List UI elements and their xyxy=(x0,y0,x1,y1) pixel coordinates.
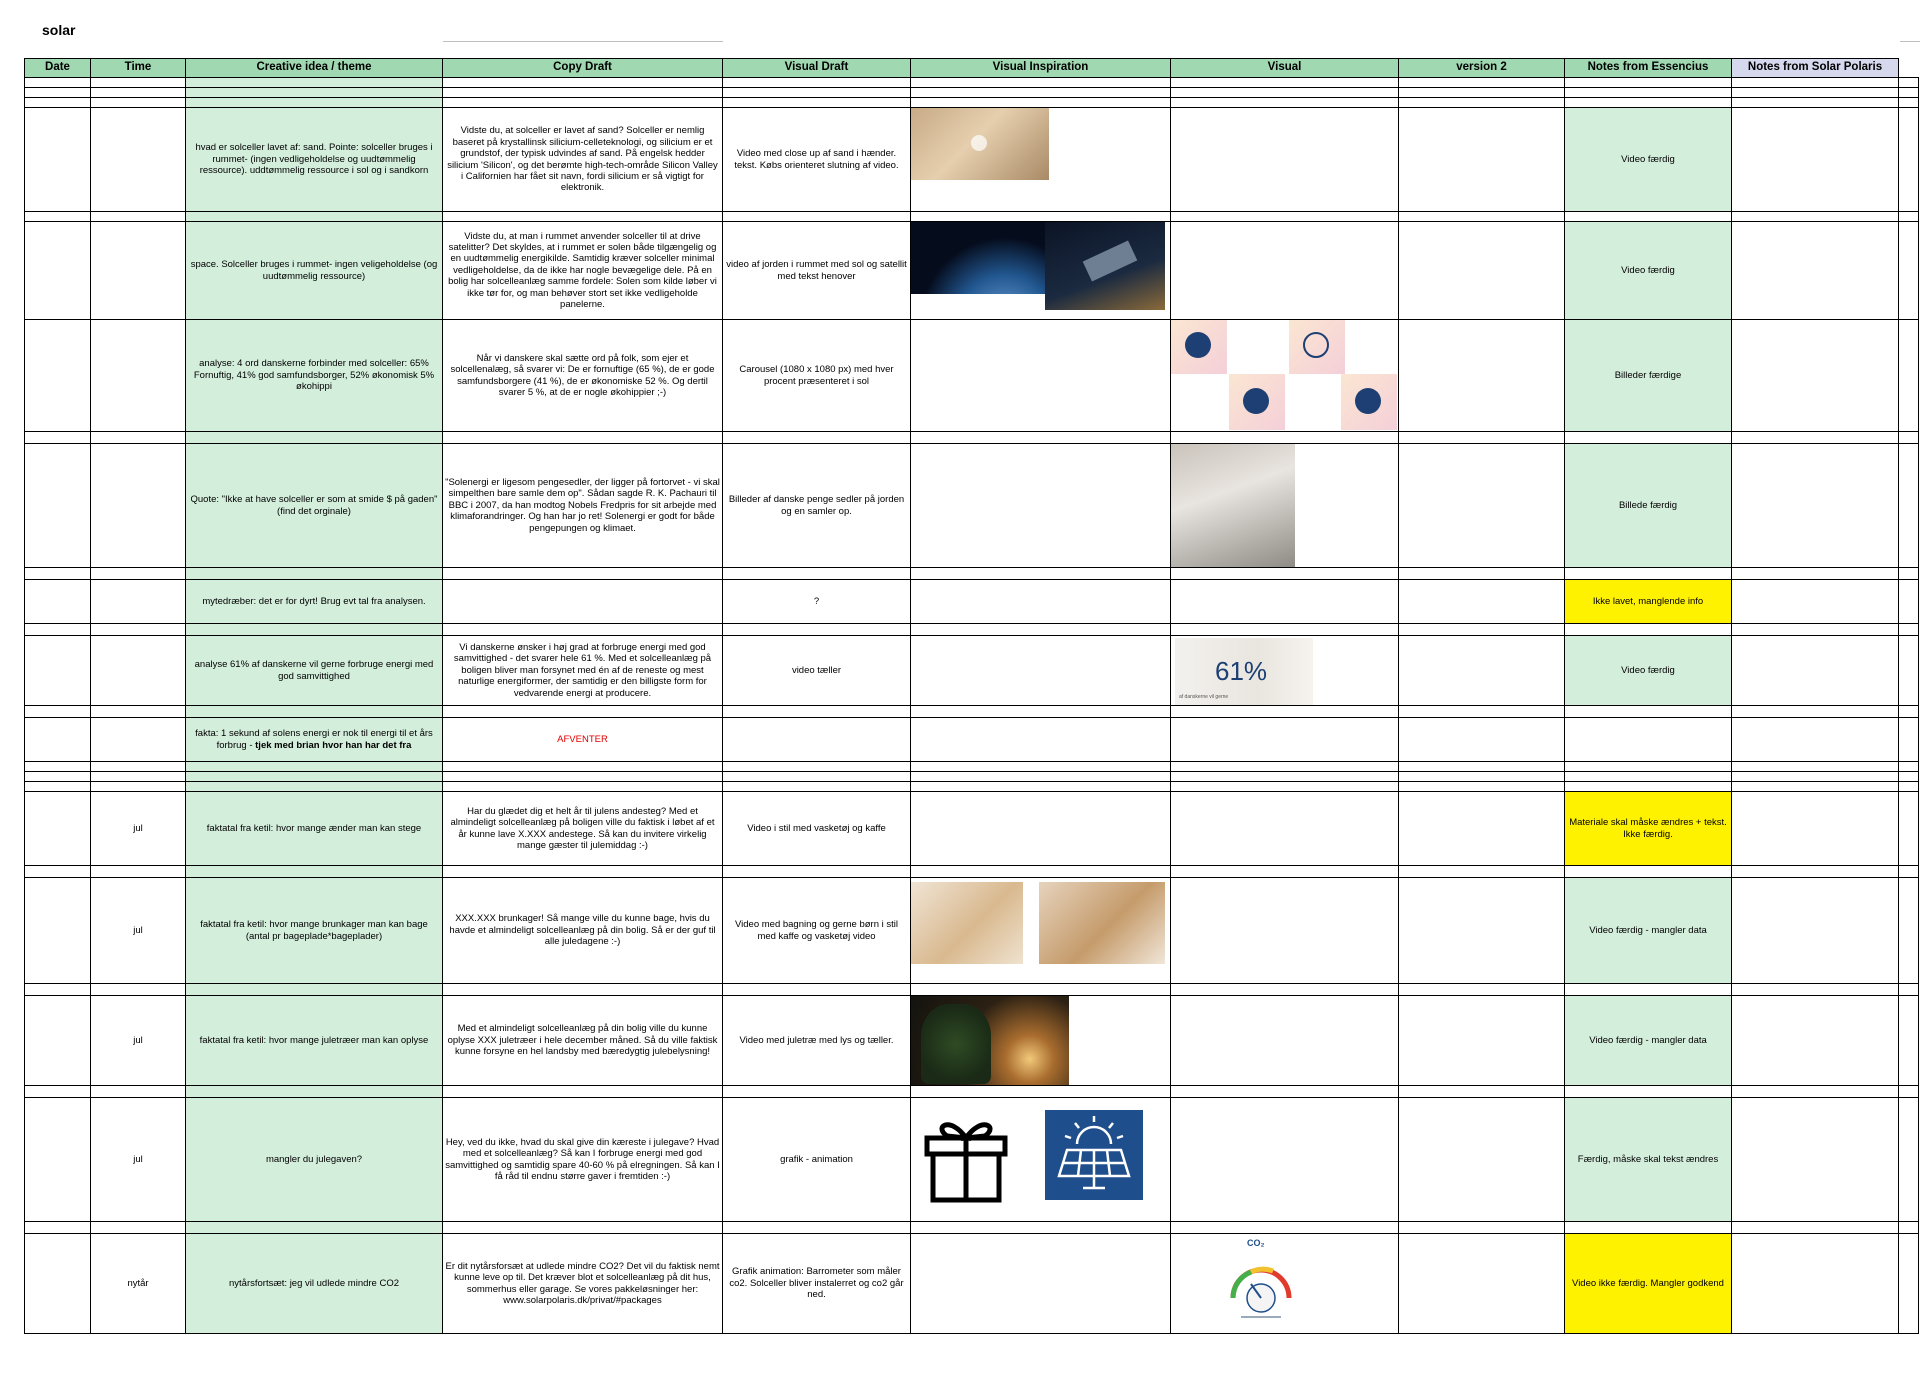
visual-draft-cell[interactable]: Video i stil med vasketøj og kaffe xyxy=(723,792,911,866)
visual-cell[interactable] xyxy=(1171,792,1399,866)
notes-essencius-cell[interactable]: Video færdig xyxy=(1565,222,1732,320)
extra-cell xyxy=(1899,792,1919,866)
visual-draft-cell[interactable]: Video med juletræ med lys og tæller. xyxy=(723,996,911,1086)
visual-draft-cell[interactable]: Billeder af danske penge sedler på jorden og en samler op. xyxy=(723,444,911,568)
date-cell[interactable] xyxy=(25,636,91,706)
money-notes-image xyxy=(1171,444,1295,568)
visual-inspiration-cell[interactable] xyxy=(911,792,1171,866)
date-cell[interactable] xyxy=(25,222,91,320)
table-row xyxy=(25,580,1919,624)
visual-cell[interactable] xyxy=(1171,444,1399,568)
sun-icon xyxy=(1185,332,1211,358)
table-row xyxy=(25,718,1919,762)
visual-cell[interactable] xyxy=(1171,320,1399,432)
visual-draft-cell[interactable]: Video med bagning og gerne børn i stil med kaffe og vasketøj video xyxy=(723,878,911,984)
extra-cell xyxy=(1899,878,1919,984)
copy-cell[interactable]: Har du glædet dig et helt år til julens andesteg? Med et almindeligt solcelleanlæg på boligen ville du faktisk i løbet af et år kunne lave X.XXX andestege. Så kan du invitere virkelig mange gæster til julemiddag :-) xyxy=(443,792,723,866)
copy-cell[interactable]: "Solenergi er ligesom pengesedler, der ligger på fortorvet - vi skal simpelthen bare samle dem op". Sådan sagde R. K. Pachauri til BBC i 2007, da han modtog Nobels Fredpris for sit arbejde med klimaforandringer. Og han har jo ret! Solenergi er godt for både pengepungen og klimaet. xyxy=(443,444,723,568)
notes-essencius-cell[interactable]: Billede færdig xyxy=(1565,444,1732,568)
sun-icon xyxy=(1243,388,1269,414)
christmas-tree-image xyxy=(911,996,1069,1086)
visual-draft-cell[interactable]: video af jorden i rummet med sol og satellit med tekst henover xyxy=(723,222,911,320)
extra-cell xyxy=(1899,718,1919,762)
header-date[interactable]: Date xyxy=(25,59,91,78)
version2-cell[interactable] xyxy=(1399,878,1565,984)
spacer-row xyxy=(25,762,1919,772)
visual-draft-cell[interactable]: grafik - animation xyxy=(723,1098,911,1222)
co2-label: CO₂ xyxy=(1247,1238,1265,1248)
earth-image xyxy=(911,222,1045,294)
extra-cell xyxy=(1899,320,1919,432)
extra-cell xyxy=(1899,996,1919,1086)
visual-inspiration-cell[interactable] xyxy=(911,1098,1171,1222)
table-row xyxy=(25,222,1919,320)
spacer-row xyxy=(25,706,1919,718)
visual-cell[interactable] xyxy=(1171,1098,1399,1222)
version2-cell[interactable] xyxy=(1399,636,1565,706)
extra-cell xyxy=(1899,636,1919,706)
table-row xyxy=(25,636,1919,706)
idea-cell[interactable]: analyse: 4 ord danskerne forbinder med solceller: 65% Fornuftig, 41% god samfundsborger, 52% økonomisk 5% økohippi xyxy=(186,320,443,432)
visual-cell[interactable] xyxy=(1171,996,1399,1086)
visual-draft-cell[interactable] xyxy=(723,718,911,762)
sand-hands-image xyxy=(911,108,1049,180)
time-cell[interactable] xyxy=(91,444,186,568)
idea-cell[interactable]: hvad er solceller lavet af: sand. Pointe: solceller bruges i rummet- (ingen vedligeholdelse og uudtømmelig ressource). uddtømmelig ressource i sol og i sandkorn xyxy=(186,108,443,212)
header-version-2[interactable]: version 2 xyxy=(1399,59,1565,78)
spacer-row xyxy=(25,568,1919,580)
visual-draft-cell[interactable]: ? xyxy=(723,580,911,624)
version2-cell[interactable] xyxy=(1399,718,1565,762)
table-row xyxy=(25,1234,1919,1334)
spacer-row xyxy=(25,98,1919,108)
visual-cell[interactable] xyxy=(1171,108,1399,212)
sheet-title: solar xyxy=(42,22,76,38)
time-cell[interactable]: jul xyxy=(91,1098,186,1222)
cookies-image xyxy=(1039,882,1165,964)
percent-caption: af danskerne vil gerne xyxy=(1179,694,1229,700)
extra-cell xyxy=(1899,108,1919,212)
notes-essencius-cell[interactable] xyxy=(1565,718,1732,762)
visual-cell[interactable] xyxy=(1171,636,1399,706)
tree-shape xyxy=(921,1004,991,1084)
notes-solar-cell[interactable] xyxy=(1732,636,1899,706)
visual-draft-cell[interactable]: Video med close up af sand i hænder. tekst. Købs orienteret slutning af video. xyxy=(723,108,911,212)
idea-text: fakta: 1 sekund af solens energi er nok til energi til et års forbrug - xyxy=(195,728,433,751)
date-cell[interactable] xyxy=(25,320,91,432)
baking-hands-image xyxy=(911,882,1023,964)
idea-cell[interactable]: nytårsfortsæt: jeg vil udlede mindre CO2 xyxy=(186,1234,443,1334)
notes-solar-cell[interactable] xyxy=(1732,792,1899,866)
notes-solar-cell[interactable] xyxy=(1732,996,1899,1086)
date-cell[interactable] xyxy=(25,792,91,866)
spacer-row xyxy=(25,772,1919,782)
header-extra xyxy=(1899,59,1919,78)
time-cell[interactable]: jul xyxy=(91,878,186,984)
date-cell[interactable] xyxy=(25,718,91,762)
visual-cell[interactable] xyxy=(1171,878,1399,984)
copy-cell[interactable] xyxy=(443,580,723,624)
divider-line xyxy=(1900,41,1920,42)
header-time[interactable]: Time xyxy=(91,59,186,78)
percent-61-image xyxy=(1175,638,1313,706)
notes-essencius-cell[interactable]: Video færdig - mangler data xyxy=(1565,878,1732,984)
idea-cell[interactable]: analyse 61% af danskerne vil gerne forbruge energi med god samvittighed xyxy=(186,636,443,706)
content-plan-table xyxy=(24,58,1919,1334)
copy-cell[interactable]: Vi danskerne ønsker i høj grad at forbruge energi med god samvittighed - det svarer hele 61 %. Med et solcelleanlæg på boligen bliver man forsynet med én af de reneste og mest naturlige energiformer, der samtidig er den billigste form for vedvarende energi at producere. xyxy=(443,636,723,706)
copy-cell[interactable]: Hey, ved du ikke, hvad du skal give din kæreste i julegave? Hvad med et solcelleanlæg? Så kan I forbruge energi med god samvittighed og samtidig spare 40-60 % på elregningen. Så kan I få råd til endnu større gaver i fremtiden :-) xyxy=(443,1098,723,1222)
divider-line xyxy=(443,41,723,42)
visual-inspiration-cell[interactable] xyxy=(911,718,1171,762)
table-row xyxy=(25,444,1919,568)
idea-cell[interactable] xyxy=(186,718,443,762)
visual-cell[interactable] xyxy=(1171,580,1399,624)
time-cell[interactable]: jul xyxy=(91,996,186,1086)
table-row xyxy=(25,878,1919,984)
visual-cell[interactable] xyxy=(1171,222,1399,320)
time-cell[interactable] xyxy=(91,320,186,432)
visual-inspiration-cell[interactable] xyxy=(911,996,1171,1086)
idea-cell[interactable]: faktatal fra ketil: hvor mange brunkager man kan bage (antal pr bageplade*bageplader) xyxy=(186,878,443,984)
spacer-row xyxy=(25,1222,1919,1234)
version2-cell[interactable] xyxy=(1399,1234,1565,1334)
time-cell[interactable] xyxy=(91,108,186,212)
date-cell[interactable] xyxy=(25,996,91,1086)
sun-percent-image xyxy=(1289,320,1345,374)
header-creative-idea[interactable]: Creative idea / theme xyxy=(186,59,443,78)
header-notes-solar-polaris[interactable]: Notes from Solar Polaris xyxy=(1732,59,1899,78)
version2-cell[interactable] xyxy=(1399,580,1565,624)
notes-essencius-cell[interactable]: Video ikke færdig. Mangler godkend xyxy=(1565,1234,1732,1334)
visual-cell[interactable] xyxy=(1171,718,1399,762)
version2-cell[interactable] xyxy=(1399,222,1565,320)
table-row xyxy=(25,320,1919,432)
spacer-row xyxy=(25,78,1919,88)
satellite-image xyxy=(1045,222,1165,310)
extra-cell xyxy=(1899,1234,1919,1334)
idea-bold-text: tjek med brian hvor han har det fra xyxy=(255,739,412,751)
notes-solar-cell[interactable] xyxy=(1732,222,1899,320)
header-notes-essencius[interactable]: Notes from Essencius xyxy=(1565,59,1732,78)
notes-solar-cell[interactable] xyxy=(1732,320,1899,432)
sun-icon xyxy=(1303,332,1329,358)
play-icon xyxy=(971,135,987,151)
header-visual[interactable]: Visual xyxy=(1171,59,1399,78)
visual-inspiration-cell[interactable] xyxy=(911,878,1171,984)
notes-solar-cell[interactable] xyxy=(1732,718,1899,762)
header-row xyxy=(25,59,1919,78)
visual-inspiration-cell[interactable] xyxy=(911,108,1171,212)
notes-solar-cell[interactable] xyxy=(1732,878,1899,984)
notes-solar-cell[interactable] xyxy=(1732,1098,1899,1222)
spacer-row xyxy=(25,432,1919,444)
version2-cell[interactable] xyxy=(1399,1098,1565,1222)
idea-cell[interactable]: space. Solceller bruges i rummet- ingen veligeholdelse (og uudtømmelig ressource) xyxy=(186,222,443,320)
visual-inspiration-cell[interactable] xyxy=(911,636,1171,706)
version2-cell[interactable] xyxy=(1399,320,1565,432)
time-cell[interactable] xyxy=(91,636,186,706)
time-cell[interactable]: jul xyxy=(91,792,186,866)
spacer-row xyxy=(25,212,1919,222)
time-cell[interactable] xyxy=(91,718,186,762)
satellite-panel xyxy=(1083,240,1138,281)
version2-cell[interactable] xyxy=(1399,108,1565,212)
notes-solar-cell[interactable] xyxy=(1732,580,1899,624)
sun-percent-image xyxy=(1341,374,1397,430)
visual-draft-cell[interactable]: Carousel (1080 x 1080 px) med hver procent præsenteret i sol xyxy=(723,320,911,432)
date-cell[interactable] xyxy=(25,444,91,568)
solar-panel-icon xyxy=(1045,1110,1143,1200)
spacer-row xyxy=(25,88,1919,98)
visual-cell[interactable] xyxy=(1171,1234,1399,1334)
header-visual-inspiration[interactable]: Visual Inspiration xyxy=(911,59,1171,78)
time-cell[interactable]: nytår xyxy=(91,1234,186,1334)
table-row xyxy=(25,996,1919,1086)
version2-cell[interactable] xyxy=(1399,996,1565,1086)
copy-cell[interactable]: XXX.XXX brunkager! Så mange ville du kunne bage, hvis du havde et almindeligt solcelleanlæg på din bolig. Så er der guf til alle juledagene :-) xyxy=(443,878,723,984)
table-row xyxy=(25,792,1919,866)
version2-cell[interactable] xyxy=(1399,444,1565,568)
copy-cell[interactable]: AFVENTER xyxy=(443,718,723,762)
notes-essencius-cell[interactable]: Færdig, måske skal tekst ændres xyxy=(1565,1098,1732,1222)
spacer-row xyxy=(25,624,1919,636)
date-cell[interactable] xyxy=(25,580,91,624)
spacer-row xyxy=(25,866,1919,878)
visual-inspiration-cell[interactable] xyxy=(911,320,1171,432)
notes-essencius-cell[interactable]: Video færdig xyxy=(1565,108,1732,212)
date-cell[interactable] xyxy=(25,108,91,212)
notes-solar-cell[interactable] xyxy=(1732,444,1899,568)
idea-cell[interactable]: mangler du julegaven? xyxy=(186,1098,443,1222)
header-visual-draft[interactable]: Visual Draft xyxy=(723,59,911,78)
visual-inspiration-cell[interactable] xyxy=(911,580,1171,624)
idea-cell[interactable]: faktatal fra ketil: hvor mange juletræer man kan oplyse xyxy=(186,996,443,1086)
idea-cell[interactable]: mytedræber: det er for dyrt! Brug evt tal fra analysen. xyxy=(186,580,443,624)
table-row xyxy=(25,1098,1919,1222)
notes-solar-cell[interactable] xyxy=(1732,1234,1899,1334)
notes-essencius-cell[interactable]: Billeder færdige xyxy=(1565,320,1732,432)
visual-draft-cell[interactable]: Grafik animation: Barrometer som måler co2. Solceller bliver instalerret og co2 går ned. xyxy=(723,1234,911,1334)
notes-essencius-cell[interactable]: Video færdig xyxy=(1565,636,1732,706)
copy-cell[interactable]: Med et almindeligt solcelleanlæg på din bolig ville du kunne oplyse XXX juletræer i hele december måned. Så du ville faktisk kunne forsyne en hel landsby med bæredygtig julebelysning! xyxy=(443,996,723,1086)
percent-text: 61% xyxy=(1215,656,1268,686)
extra-cell xyxy=(1899,444,1919,568)
visual-draft-cell[interactable]: video tæller xyxy=(723,636,911,706)
gift-icon xyxy=(921,1112,1011,1204)
copy-cell[interactable]: Vidste du, at solceller er lavet af sand? Solceller er nemlig baseret på krystallinsk silicium-celleteknologi, og silicium er et grundstof, der typisk udvindes af sand. På engelsk hedder silicium 'Silicon', og det berømte high-tech-område Silicon Valley i Californien har fået sit navn, fordi silicium er så vigtigt for elektronik. xyxy=(443,108,723,212)
spacer-row xyxy=(25,1086,1919,1098)
copy-cell[interactable]: Vidste du, at man i rummet anvender solceller til at drive satelitter? Det skyldes, at i rummet er solen både tilgængelig og en uudtømmelig energikilde. Samtidig kræver solceller minimal vedligeholdelse, da de ikke har nogle bevægelige dele. På en bolig har solcelleanlæg samme fordele: Solen som kilde løber vi ikke tør for, og man behøver stort set ikke vedligeholde panelerne. xyxy=(443,222,723,320)
time-cell[interactable] xyxy=(91,580,186,624)
date-cell[interactable] xyxy=(25,1234,91,1334)
notes-essencius-cell[interactable]: Video færdig - mangler data xyxy=(1565,996,1732,1086)
copy-cell[interactable]: Når vi danskere skal sætte ord på folk, som ejer et solcellenalæg, så svarer vi: De er fornuftige (65 %), de er gode samfundsborgere (41 %), de er økonomiske 52 %. Og dertil svarer 5 %, at de er nogle økohippier ;-) xyxy=(443,320,723,432)
table-row xyxy=(25,108,1919,212)
idea-cell[interactable]: faktatal fra ketil: hvor mange ænder man kan stege xyxy=(186,792,443,866)
notes-essencius-cell[interactable]: Ikke lavet, manglende info xyxy=(1565,580,1732,624)
header-copy-draft[interactable]: Copy Draft xyxy=(443,59,723,78)
visual-inspiration-cell[interactable] xyxy=(911,1234,1171,1334)
spacer-row xyxy=(25,984,1919,996)
notes-essencius-cell[interactable]: Materiale skal måske ændres + tekst. Ikke færdig. xyxy=(1565,792,1732,866)
copy-cell[interactable]: Er dit nytårsforsæt at udlede mindre CO2? Det vil du faktisk nemt kunne leve op til. Det kræver blot et solcelleanlæg på dit hus, sommerhus eller garage. Se vores pakkeløsninger her: www.solarpolaris.dk/privat/#packages xyxy=(443,1234,723,1334)
date-cell[interactable] xyxy=(25,878,91,984)
co2-gauge-icon xyxy=(1221,1240,1301,1328)
visual-inspiration-cell[interactable] xyxy=(911,444,1171,568)
version2-cell[interactable] xyxy=(1399,792,1565,866)
visual-inspiration-cell[interactable] xyxy=(911,222,1171,320)
extra-cell xyxy=(1899,580,1919,624)
sun-icon xyxy=(1355,388,1381,414)
date-cell[interactable] xyxy=(25,1098,91,1222)
time-cell[interactable] xyxy=(91,222,186,320)
extra-cell xyxy=(1899,1098,1919,1222)
idea-cell[interactable]: Quote: "Ikke at have solceller er som at smide $ på gaden" (find det orginale) xyxy=(186,444,443,568)
sun-percent-image xyxy=(1229,374,1285,430)
extra-cell xyxy=(1899,222,1919,320)
sun-percent-image xyxy=(1171,320,1227,374)
spacer-row xyxy=(25,782,1919,792)
notes-solar-cell[interactable] xyxy=(1732,108,1899,212)
